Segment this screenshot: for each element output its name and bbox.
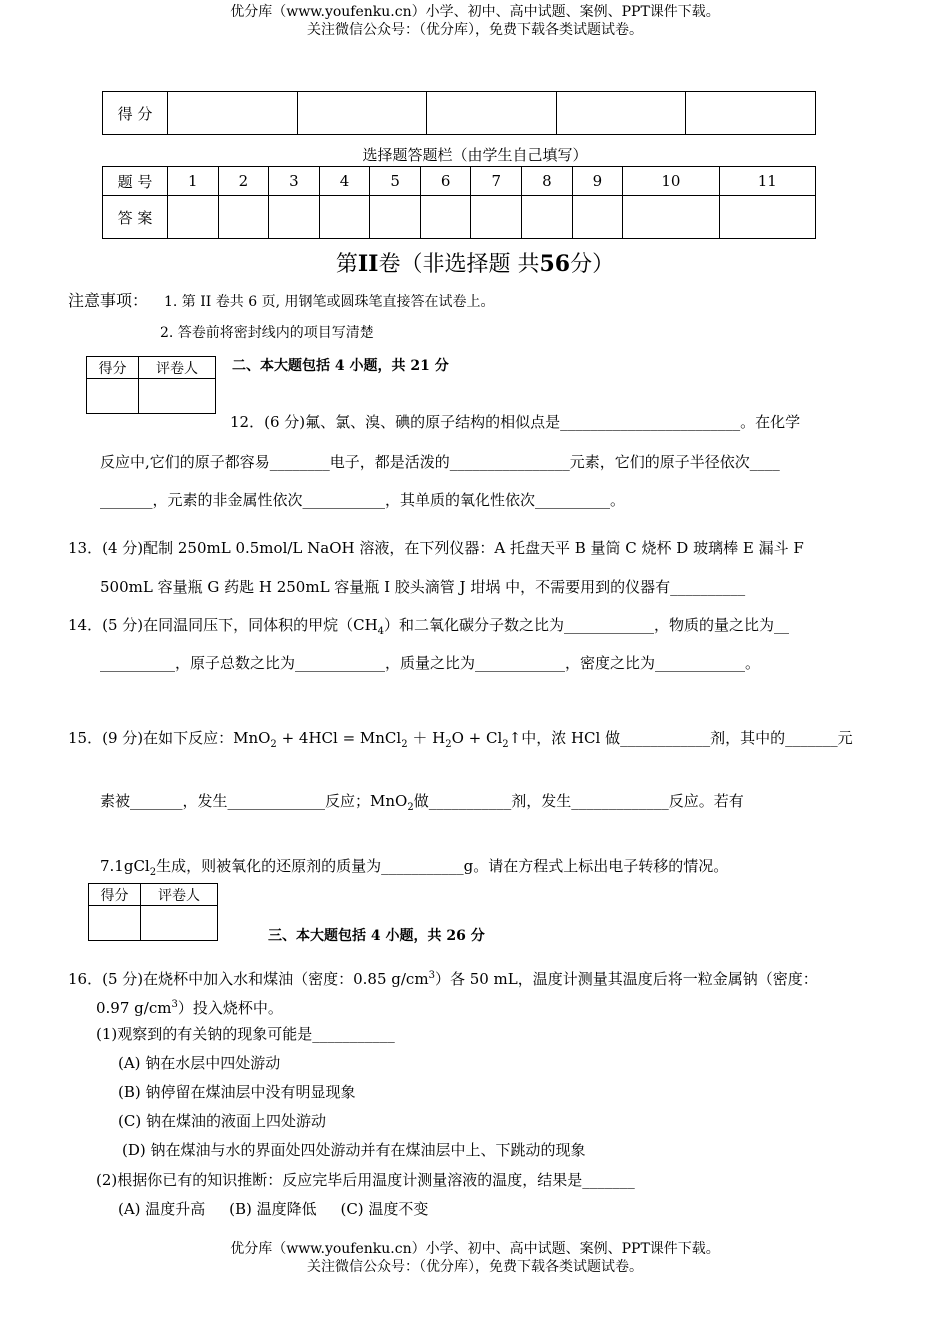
grader-name-cell[interactable] xyxy=(138,379,215,414)
q15-sub: 2 xyxy=(149,867,157,878)
q16-t2: ）各 50 mL，温度计测量其温度后将一粒金属钠（密度： xyxy=(434,970,818,988)
q13-line-2: 500mL 容量瓶 G 药匙 H 250mL 容量瓶 I 胶头滴管 J 坩埚 中，不需要用到的仪器有__________ xyxy=(100,578,746,596)
notes-item-1: 1. 第 II 卷共 6 页, 用钢笔或圆珠笔直接答在试卷上。 xyxy=(164,294,495,310)
footer-line-1: 优分库（www.youfenku.cn）小学、初中、高中试题、案例、PPT课件下载。 xyxy=(230,1241,720,1257)
answer-cell[interactable] xyxy=(572,196,623,239)
part2-title-post: 分） xyxy=(570,252,615,277)
answer-cell[interactable] xyxy=(719,196,815,239)
grader-score-label: 得分 xyxy=(89,884,141,906)
q15-t8: 7.1gCl xyxy=(100,857,150,875)
part2-title xyxy=(0,247,950,278)
score-cell[interactable] xyxy=(556,92,686,135)
part2-title-roman: II xyxy=(357,251,379,277)
grader-score-label: 得分 xyxy=(87,357,139,379)
q15-t5: ↑中，浓 HCl 做____________剂，其中的_______元 xyxy=(508,729,853,747)
question-number: 5 xyxy=(370,167,421,196)
q15-t9: 生成，则被氧化的还原剂的质量为___________g。请在方程式上标出电子转移的情况。 xyxy=(156,857,729,875)
question-number: 3 xyxy=(269,167,320,196)
q15-sub: 2 xyxy=(270,739,277,750)
answer-label: 答 案 xyxy=(103,196,168,239)
grader-name-cell[interactable] xyxy=(140,906,217,941)
q14-line-2: __________，原子总数之比为____________，质量之比为____________，密度之比为____________。 xyxy=(100,654,761,672)
question-number: 4 xyxy=(319,167,370,196)
grader-name-label: 评卷人 xyxy=(138,357,215,379)
q16-t4: ）投入烧杯中。 xyxy=(177,999,283,1017)
score-cell[interactable] xyxy=(427,92,557,135)
q16-sub-question-1: (1)观察到的有关钠的现象可能是___________ xyxy=(96,1025,395,1043)
q15-t3: ＋ H xyxy=(407,729,446,747)
q15-t4: O + Cl xyxy=(451,729,503,747)
q12-line-3: _______，元素的非金属性依次___________，其单质的氧化性依次__________。 xyxy=(100,491,626,509)
answer-table xyxy=(102,166,816,239)
q15-t1: 15．(9 分)在如下反应：MnO xyxy=(68,729,271,747)
q16-option-b: (B) 钠停留在煤油层中没有明显现象 xyxy=(118,1083,356,1101)
q16-t1: 16．(5 分)在烧杯中加入水和煤油（密度：0.85 g/cm xyxy=(68,970,429,988)
question-number-label: 题 号 xyxy=(103,167,168,196)
q15-t7: 做___________剂，发生_____________反应。若有 xyxy=(413,792,744,810)
score-table xyxy=(102,91,816,135)
answer-cell[interactable] xyxy=(319,196,370,239)
answer-table-caption: 选择题答题栏（由学生自己填写） xyxy=(362,146,588,164)
part2-title-pre: 第 xyxy=(335,252,358,277)
grader-score-cell[interactable] xyxy=(87,379,139,414)
grader-box-2 xyxy=(88,883,218,941)
q14-text-a: 14．(5 分)在同温同压下，同体积的甲烷（CH xyxy=(68,616,378,634)
score-label: 得 分 xyxy=(103,92,168,135)
q16-option-a: (A) 钠在水层中四处游动 xyxy=(118,1054,281,1072)
grader-score-cell[interactable] xyxy=(89,906,141,941)
q15-line-3 xyxy=(100,856,728,883)
part2-title-num: 56 xyxy=(539,251,571,277)
q12-line-2: 反应中,它们的原子都容易________电子，都是活泼的________________元素，它们的原子半径依次____ xyxy=(100,453,780,471)
q15-t2: + 4HCl = MnCl xyxy=(276,729,402,747)
answer-cell[interactable] xyxy=(623,196,719,239)
question-number: 8 xyxy=(522,167,573,196)
answer-cell[interactable] xyxy=(420,196,471,239)
question-number: 2 xyxy=(218,167,269,196)
q16-sub-question-2: (2)根据你已有的知识推断：反应完毕后用温度计测量溶液的温度，结果是_______ xyxy=(96,1171,635,1189)
q16-line-1 xyxy=(68,966,818,989)
q14-text-b: ）和二氧化碳分子数之比为____________，物质的量之比为__ xyxy=(384,616,790,634)
answer-cell[interactable] xyxy=(471,196,522,239)
q12-line-1: 12．(6 分)氟、氯、溴、碘的原子结构的相似点是________________________。在化学 xyxy=(230,413,801,431)
question-number: 9 xyxy=(572,167,623,196)
score-cell[interactable] xyxy=(168,92,298,135)
q16-line-2 xyxy=(96,995,283,1018)
q14-line-1 xyxy=(68,615,789,642)
part2-title-mid: 卷（非选择题 共 xyxy=(378,252,540,277)
footer-line-2: 关注微信公众号：（优分库），免费下载各类试题试卷。 xyxy=(307,1259,643,1275)
notes-item-2: 2. 答卷前将密封线内的项目写清楚 xyxy=(160,325,374,341)
q14-sub: 4 xyxy=(377,626,385,637)
q16-options-2: (A) 温度升高 (B) 温度降低 (C) 温度不变 xyxy=(118,1200,429,1218)
q15-line-1 xyxy=(68,728,853,755)
grader-box-1 xyxy=(86,356,216,414)
q15-line-2 xyxy=(100,791,744,818)
q16-sup: 3 xyxy=(171,999,178,1010)
question-number: 10 xyxy=(623,167,719,196)
q16-option-c: (C) 钠在煤油的液面上四处游动 xyxy=(118,1112,326,1130)
question-number: 7 xyxy=(471,167,522,196)
q13-line-1: 13．(4 分)配制 250mL 0.5mol/L NaOH 溶液，在下列仪器：A 托盘天平 B 量筒 C 烧杯 D 玻璃棒 E 漏斗 F xyxy=(68,539,804,557)
q15-sub: 2 xyxy=(502,739,509,750)
section3-heading: 三、本大题包括 4 小题，共 26 分 xyxy=(268,928,485,944)
notes-label: 注意事项： xyxy=(68,291,149,310)
question-number: 1 xyxy=(168,167,219,196)
q15-t6: 素被_______，发生_____________反应；MnO xyxy=(100,792,408,810)
header-line-1: 优分库（www.youfenku.cn）小学、初中、高中试题、案例、PPT课件下载。 xyxy=(230,4,720,20)
grader-name-label: 评卷人 xyxy=(140,884,217,906)
section2-heading: 二、本大题包括 4 小题，共 21 分 xyxy=(232,358,449,374)
q16-t3: 0.97 g/cm xyxy=(96,999,172,1017)
q16-option-d: (D) 钠在煤油与水的界面处四处游动并有在煤油层中上、下跳动的现象 xyxy=(122,1141,586,1159)
score-cell[interactable] xyxy=(297,92,427,135)
q15-sub: 2 xyxy=(401,739,408,750)
header-line-2: 关注微信公众号：（优分库），免费下载各类试题试卷。 xyxy=(307,22,643,38)
score-cell[interactable] xyxy=(686,92,816,135)
q16-sup: 3 xyxy=(428,970,435,981)
q15-sub: 2 xyxy=(407,802,414,813)
answer-cell[interactable] xyxy=(370,196,421,239)
question-number: 11 xyxy=(719,167,815,196)
answer-cell[interactable] xyxy=(168,196,219,239)
answer-cell[interactable] xyxy=(218,196,269,239)
answer-cell[interactable] xyxy=(269,196,320,239)
question-number: 6 xyxy=(420,167,471,196)
answer-cell[interactable] xyxy=(522,196,573,239)
q15-sub: 2 xyxy=(445,739,452,750)
